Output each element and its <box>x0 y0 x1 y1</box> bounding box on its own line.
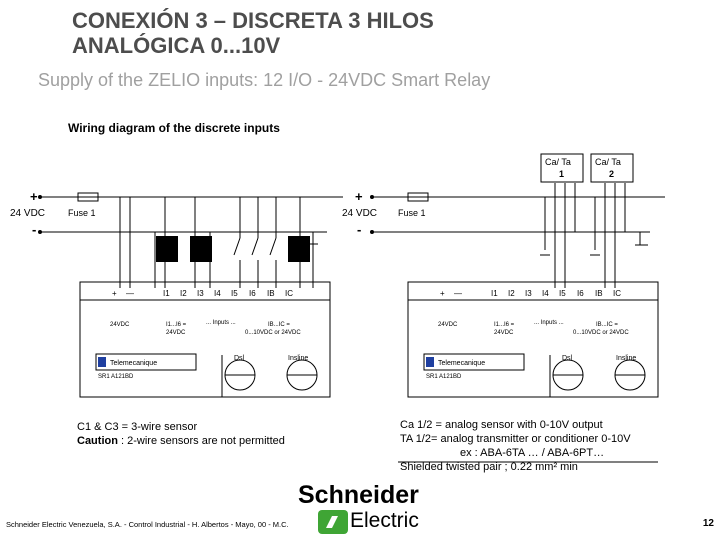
right-inputs-dots: ... Inputs ... <box>534 320 564 326</box>
svg-text:I1: I1 <box>163 289 170 298</box>
title-line-2: ANALÓGICA 0...10V <box>72 33 281 58</box>
caution-label: Caution <box>77 435 118 447</box>
right-brand-label: Telemecanique <box>438 360 486 367</box>
telemecanique-icon <box>98 357 106 367</box>
life-is-on-icon <box>318 510 348 534</box>
svg-text:I4: I4 <box>214 289 221 298</box>
svg-text:+: + <box>112 289 117 298</box>
svg-text:I4: I4 <box>542 289 549 298</box>
logo-electric-text: Electric <box>350 509 419 532</box>
page-subtitle: Supply of the ZELIO inputs: 12 I/O - 24VDC Smart Relay <box>38 70 491 90</box>
note-examples: ex : ABA-6TA … / ABA-6PT… <box>460 447 605 459</box>
footer-text: Schneider Electric Venezuela, S.A. - Control Industrial - H. Albertos - Mayo, 00 - M.C. <box>6 520 289 529</box>
svg-text:IB: IB <box>595 289 603 298</box>
right-model-label: SR1 A121BD <box>426 374 462 380</box>
note-shielded: Shielded twisted pair ; 0.22 mm² min <box>400 461 578 473</box>
left-minus-label: - <box>32 222 37 237</box>
left-fuse-label: Fuse 1 <box>68 208 96 218</box>
svg-text:—: — <box>126 289 134 298</box>
sensor-block-1 <box>156 236 178 262</box>
title-line-1: CONEXIÓN 3 – DISCRETA 3 HILOS <box>72 8 434 33</box>
left-plus-label: + <box>30 189 38 204</box>
left-24vdc-label: 24VDC <box>110 322 130 328</box>
svg-text:—: — <box>454 289 462 298</box>
svg-text:IC: IC <box>285 289 293 298</box>
left-brand-label: Telemecanique <box>110 360 158 367</box>
svg-text:I5: I5 <box>559 289 566 298</box>
svg-text:I1: I1 <box>491 289 498 298</box>
sensor-2-number: 2 <box>609 169 615 179</box>
note-caution <box>77 434 285 448</box>
right-24vdc-label: 24VDC <box>438 322 458 328</box>
telemecanique-icon-right <box>426 357 434 367</box>
left-relay-terminals <box>112 289 293 298</box>
svg-text:I2: I2 <box>508 289 515 298</box>
notes-left <box>77 420 285 448</box>
sensor-1-label: Ca/ Ta <box>545 157 571 167</box>
svg-text:I6: I6 <box>249 289 256 298</box>
left-inputs-dots: ... Inputs ... <box>206 320 236 326</box>
svg-text:I5: I5 <box>231 289 238 298</box>
right-minus-label: - <box>357 222 362 237</box>
svg-text:I2: I2 <box>180 289 187 298</box>
left-ib-value: 0...10VDC or 24VDC <box>245 330 301 336</box>
right-fuse-label: Fuse 1 <box>398 208 426 218</box>
svg-text:I6: I6 <box>577 289 584 298</box>
note-sensor: C1 & C3 = 3-wire sensor <box>77 421 198 433</box>
left-model-label: SR1 A121BD <box>98 374 134 380</box>
right-plus-label: + <box>355 189 363 204</box>
right-ib-value: 0...10VDC or 24VDC <box>573 330 629 336</box>
caution-text: : 2-wire sensors are not permitted <box>117 435 285 447</box>
note-transmitter: TA 1/2= analog transmitter or conditioner 0-10V <box>400 433 631 445</box>
note-analog-sensor: Ca 1/2 = analog sensor with 0-10V output <box>400 419 603 431</box>
svg-text:IB: IB <box>267 289 275 298</box>
left-inputs-value: 24VDC <box>166 330 186 336</box>
svg-text:IC: IC <box>613 289 621 298</box>
right-inputs-value: 24VDC <box>494 330 514 336</box>
diagram-heading: Wiring diagram of the discrete inputs <box>68 121 280 135</box>
sensor-2-label: Ca/ Ta <box>595 157 621 167</box>
right-relay-terminals <box>440 289 621 298</box>
left-dsl-label: Dsl <box>234 355 245 362</box>
sensor-block-2 <box>190 236 212 262</box>
notes-right <box>400 418 631 474</box>
svg-text:I3: I3 <box>525 289 532 298</box>
sensor-1-number: 1 <box>559 169 565 179</box>
right-dsl-label: Dsl <box>562 355 573 362</box>
svg-text:I3: I3 <box>197 289 204 298</box>
page-number: 12 <box>702 518 714 529</box>
right-insline-label: Insline <box>616 355 637 362</box>
left-ib-label: IB...IC = <box>268 322 290 328</box>
schneider-logo <box>298 482 438 534</box>
sensor-block-3 <box>288 236 310 262</box>
logo-schneider-text: Schneider <box>298 481 419 509</box>
right-inputs-label: I1...I6 = <box>494 322 515 328</box>
right-supply-label: 24 VDC <box>342 208 378 219</box>
left-inputs-label: I1...I6 = <box>166 322 187 328</box>
left-insline-label: Insline <box>288 355 309 362</box>
svg-text:+: + <box>440 289 445 298</box>
left-supply-label: 24 VDC <box>10 208 46 219</box>
right-ib-label: IB...IC = <box>596 322 618 328</box>
